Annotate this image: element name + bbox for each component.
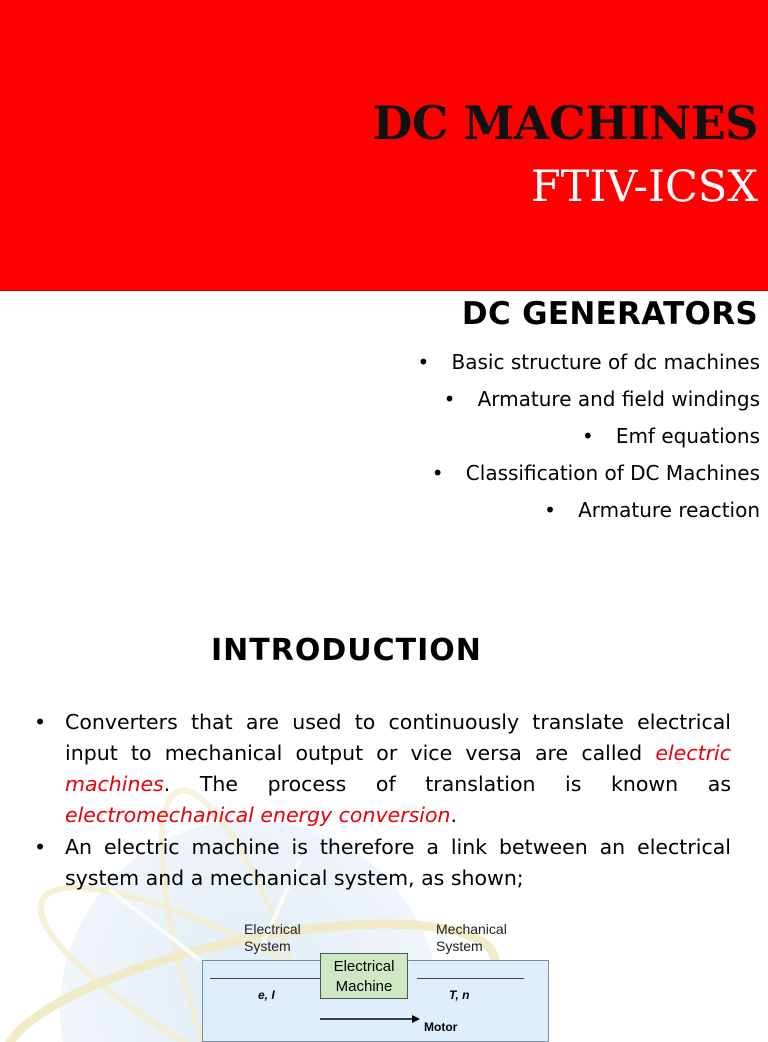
- mechanical-variables-label: T, n: [449, 988, 470, 1002]
- bullet-icon: •: [417, 350, 430, 374]
- mechanical-system-label: [436, 921, 507, 955]
- label-line: System: [244, 938, 291, 954]
- list-item: [418, 344, 760, 381]
- intro-paragraph-2: [34, 832, 731, 894]
- arrow-right-icon: [320, 1014, 420, 1024]
- slide-subtitle: FTIV-ICSX: [530, 162, 758, 212]
- paragraph-segment: Converters that are used to continuously translate electrical input to mechanical output or vice versa are called: [65, 710, 731, 765]
- list-item: [418, 492, 760, 529]
- intro-heading: INTRODUCTION: [211, 633, 482, 668]
- list-item: [418, 381, 760, 418]
- slide-title-main: DC MACHINES: [372, 96, 758, 150]
- term-electric-machines: electric machines: [65, 741, 731, 796]
- topic-text: Armature reaction: [578, 498, 760, 522]
- title-band: [0, 0, 768, 291]
- list-item: [418, 455, 760, 492]
- label-line: Electrical: [244, 921, 301, 937]
- connector-line: [417, 978, 524, 979]
- label-line: Machine: [335, 978, 393, 995]
- bullet-icon: •: [544, 498, 556, 522]
- term-energy-conversion: electromechanical energy conversion: [65, 803, 451, 827]
- paragraph-segment: . The process of translation is known as: [163, 772, 731, 796]
- topic-list: [418, 344, 760, 529]
- intro-paragraph-1: [34, 707, 731, 831]
- paragraph-text: An electric machine is therefore a link between an electrical system and a mechanical system, as shown;: [65, 835, 731, 890]
- electromechanical-diagram: [202, 918, 548, 1038]
- topic-text: Armature and field windings: [477, 387, 760, 411]
- electrical-system-label: [244, 921, 301, 955]
- electrical-machine-box: [320, 953, 408, 999]
- topic-text: Classification of DC Machines: [465, 461, 760, 485]
- bullet-icon: •: [581, 424, 594, 448]
- paragraph-segment: .: [450, 803, 458, 827]
- section-heading: DC GENERATORS: [461, 296, 758, 332]
- bullet-icon: •: [431, 461, 444, 485]
- topic-text: Basic structure of dc machines: [451, 350, 760, 374]
- label-line: Electrical: [333, 958, 395, 975]
- topic-text: Emf equations: [615, 424, 760, 448]
- slide-introduction: [0, 600, 768, 1034]
- bullet-icon: •: [34, 835, 47, 859]
- electrical-variables-label: e, I: [258, 988, 275, 1002]
- bullet-icon: •: [34, 710, 47, 734]
- label-line: System: [436, 938, 483, 954]
- label-line: Mechanical: [436, 921, 507, 937]
- connector-line: [210, 978, 320, 979]
- motor-mode-label: Motor: [424, 1020, 458, 1034]
- bullet-icon: •: [443, 387, 456, 411]
- list-item: [418, 418, 760, 455]
- paragraph-text: [65, 707, 731, 831]
